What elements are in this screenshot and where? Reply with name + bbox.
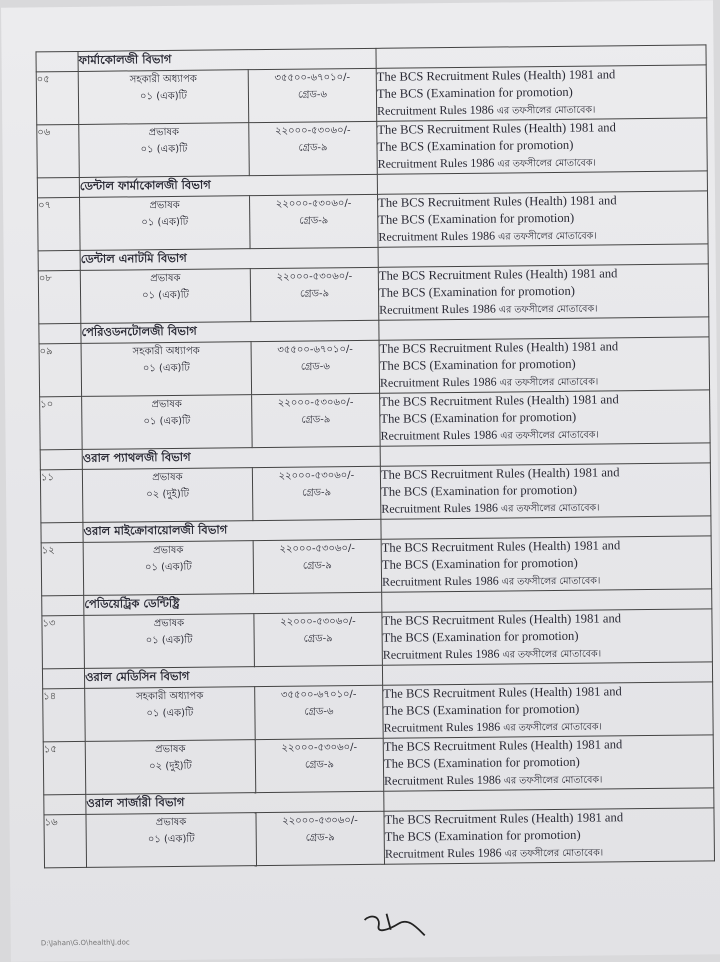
- pay-scale: ২২০০০-৫৩০৬০/-: [278, 470, 355, 482]
- rules-cell: [382, 609, 713, 665]
- rules-cell: [384, 808, 715, 864]
- post-title: সহকারী অধ্যাপক: [132, 345, 200, 358]
- pay-grade: গ্রেড-৯: [299, 288, 330, 300]
- rules-cell: [380, 463, 711, 519]
- post-title: প্রভাষক: [152, 471, 183, 484]
- rule-line-3-bangla: এর তফসীলের মোতাবেক।: [496, 104, 596, 117]
- rule-line-2: The BCS (Examination for promotion): [379, 356, 576, 373]
- pay-scale: ২২০০০-৫৩০৬০/-: [274, 125, 351, 137]
- document-page: [1, 0, 720, 961]
- rule-line-2: The BCS (Examination for promotion): [376, 84, 573, 101]
- pay-scale-cell: [250, 267, 379, 321]
- pay-scale: ৩৫৫০০-৬৭০১০/-: [274, 72, 351, 84]
- section-title: পেরিওডনটোলজী বিভাগ: [81, 320, 379, 343]
- post-cell: [79, 123, 250, 178]
- rule-line-1: The BCS Recruitment Rules (Health) 1981 and: [380, 465, 620, 482]
- pay-grade: গ্রেড-৯: [302, 487, 332, 499]
- serial-number: ০৬: [37, 124, 80, 177]
- post-cell: [83, 541, 254, 596]
- rule-line-3-bangla: এর তফসীলের মোতাবেক।: [503, 721, 602, 734]
- rule-line-3: Recruitment Rules 1986: [377, 155, 495, 171]
- rule-line-1: The BCS Recruitment Rules (Health) 1981 and: [383, 737, 623, 754]
- pay-scale: ২২০০০-৫৩০৬০/-: [276, 271, 353, 283]
- section-sl-cell: [36, 51, 78, 71]
- pay-grade: গ্রেড-৯: [302, 560, 332, 572]
- section-title: ডেন্টাল ফার্মাকোলজী বিভাগ: [79, 174, 377, 197]
- pay-scale: ২২০০০-৫৩০৬০/-: [280, 616, 356, 628]
- rule-line-2: The BCS (Examination for promotion): [382, 628, 579, 645]
- post-title: প্রভাষক: [153, 617, 185, 630]
- pay-grade: গ্রেড-৯: [303, 633, 333, 645]
- rules-cell: [379, 337, 710, 393]
- section-sl-cell: [37, 177, 79, 197]
- table-row: [41, 536, 712, 596]
- rule-line-1: The BCS Recruitment Rules (Health) 1981 and: [378, 266, 618, 283]
- serial-number: ০৯: [39, 343, 82, 396]
- rule-line-2: The BCS (Examination for promotion): [380, 409, 577, 426]
- rule-line-3: Recruitment Rules 1986: [378, 228, 496, 244]
- table-row: [38, 264, 709, 324]
- rule-line-2: The BCS (Examination for promotion): [378, 210, 575, 227]
- section-title: ওরাল প্যাথলজী বিভাগ: [82, 446, 380, 469]
- post-title: প্রভাষক: [151, 398, 182, 411]
- rule-line-3-bangla: এর তফসীলের মোতাবেক।: [503, 774, 603, 787]
- post-cell: [78, 70, 249, 125]
- pay-grade: গ্রেড-৯: [304, 759, 335, 771]
- post-title: সহকারী অধ্যাপক: [129, 73, 197, 86]
- post-cell: [84, 614, 255, 669]
- post-cell: [80, 269, 251, 324]
- pay-scale: ৩৫৫০০-৬৭০১০/-: [280, 689, 357, 701]
- section-sl-cell: [39, 323, 81, 343]
- post-count: ০১ (এক)টি: [146, 707, 194, 720]
- rule-line-3: Recruitment Rules 1986: [381, 573, 499, 589]
- post-title: প্রভাষক: [155, 816, 187, 829]
- rules-cell: [383, 735, 714, 791]
- pay-scale: ২২০০০-৫৩০৬০/-: [279, 543, 356, 555]
- post-cell: [85, 687, 256, 742]
- table-row: [39, 337, 710, 397]
- pay-scale-cell: [250, 194, 379, 248]
- rule-line-3: Recruitment Rules 1986: [383, 719, 501, 735]
- rule-line-1: The BCS Recruitment Rules (Health) 1981 and: [377, 120, 616, 137]
- rule-line-2: The BCS (Examination for promotion): [383, 701, 580, 718]
- pay-grade: গ্রেড-৯: [299, 215, 329, 227]
- serial-number: ০৫: [36, 71, 79, 124]
- rule-line-3: Recruitment Rules 1986: [384, 772, 501, 788]
- rules-cell: [377, 118, 708, 174]
- post-count: ০১ (এক)টি: [142, 362, 190, 375]
- footer-file-path: D:\Jahan\G.O\health\J.doc: [40, 938, 130, 948]
- table-row: [40, 390, 711, 450]
- table-row: [43, 682, 714, 742]
- pay-scale: ২২০০০-৫৩০৬০/-: [277, 397, 354, 409]
- post-count: ০১ (এক)টি: [147, 833, 195, 846]
- pay-scale: ২২০০০-৫৩০৬০/-: [281, 742, 358, 754]
- post-count: ০১ (এক)টি: [140, 143, 188, 156]
- rule-line-3: Recruitment Rules 1986: [382, 646, 500, 662]
- rule-line-3: Recruitment Rules 1986: [380, 427, 498, 443]
- post-count: ০২ (দুই)টি: [149, 760, 192, 773]
- post-title: সহকারী অধ্যাপক: [136, 690, 204, 703]
- post-count: ০১ (এক)টি: [144, 561, 192, 574]
- table-row: [36, 65, 707, 125]
- post-title: প্রভাষক: [155, 743, 186, 756]
- section-title: ওরাল মেডিসিন বিভাগ: [84, 665, 382, 688]
- post-count: ০১ (এক)টি: [145, 634, 193, 647]
- rule-line-2: The BCS (Examination for promotion): [377, 137, 574, 154]
- rule-line-1: The BCS Recruitment Rules (Health) 1981 and: [384, 810, 624, 827]
- pay-scale-cell: [251, 340, 380, 394]
- rule-line-3: Recruitment Rules 1986: [377, 102, 494, 118]
- post-count: ০১ (এক)টি: [139, 90, 187, 103]
- section-sl-cell: [42, 668, 84, 688]
- rule-line-3-bangla: এর তফসীলের মোতাবেক।: [498, 303, 598, 316]
- pay-scale-cell: [255, 685, 384, 739]
- rule-line-1: The BCS Recruitment Rules (Health) 1981 and: [376, 67, 616, 84]
- pay-grade: গ্রেড-৯: [305, 832, 335, 844]
- post-count: ০১ (এক)টি: [142, 289, 190, 302]
- rule-line-3-bangla: এর তফসীলের মোতাবেক।: [497, 157, 596, 170]
- post-cell: [81, 342, 252, 397]
- pay-grade: গ্রেড-৬: [297, 89, 328, 101]
- table-row: [38, 191, 709, 251]
- rule-line-2: The BCS (Examination for promotion): [384, 827, 581, 844]
- rules-cell: [381, 536, 712, 592]
- serial-number: ০৭: [38, 197, 81, 250]
- serial-number: ১৫: [43, 741, 86, 794]
- serial-number: ১৬: [44, 814, 87, 867]
- pay-scale-cell: [254, 612, 383, 666]
- pay-scale-cell: [253, 539, 382, 593]
- rule-line-3: Recruitment Rules 1986: [379, 374, 497, 390]
- rule-line-2: The BCS (Examination for promotion): [381, 555, 578, 572]
- pay-grade: গ্রেড-৬: [300, 361, 330, 373]
- rule-line-3: Recruitment Rules 1986: [381, 500, 499, 516]
- pay-grade: গ্রেড-৯: [301, 414, 331, 426]
- table-row: [42, 609, 713, 669]
- pay-scale-cell: [255, 738, 384, 792]
- post-title: প্রভাষক: [150, 272, 181, 285]
- rules-cell: [383, 682, 714, 738]
- pay-scale: ২২০০০-৫৩০৬০/-: [275, 198, 352, 210]
- section-title: ফার্মাকোলজী বিভাগ: [78, 48, 376, 71]
- rules-cell: [376, 65, 707, 121]
- post-cell: [80, 196, 251, 251]
- rule-line-1: The BCS Recruitment Rules (Health) 1981 and: [379, 339, 619, 356]
- rule-line-1: The BCS Recruitment Rules (Health) 1981 and: [382, 611, 622, 628]
- section-sl-cell: [41, 522, 83, 542]
- section-sl-cell: [38, 250, 80, 270]
- post-cell: [86, 813, 257, 868]
- post-count: ০১ (এক)টি: [141, 216, 189, 229]
- pay-scale-cell: [252, 466, 381, 520]
- section-title: ওরাল মাইক্রোবায়োলজী বিভাগ: [83, 519, 381, 542]
- rule-line-1: The BCS Recruitment Rules (Health) 1981 and: [378, 193, 617, 210]
- serial-number: ১৩: [42, 615, 85, 668]
- rule-line-1: The BCS Recruitment Rules (Health) 1981 and: [383, 684, 622, 701]
- rule-line-3-bangla: এর তফসীলের মোতাবেক।: [498, 230, 597, 243]
- section-sl-cell: [42, 595, 84, 615]
- post-title: প্রভাষক: [152, 544, 184, 557]
- rule-line-3-bangla: এর তফসীলের মোতাবেক।: [501, 575, 601, 588]
- rule-line-3: Recruitment Rules 1986: [379, 301, 496, 317]
- rule-line-2: The BCS (Examination for promotion): [381, 482, 578, 499]
- rule-line-1: The BCS Recruitment Rules (Health) 1981 and: [381, 538, 621, 555]
- rules-cell: [377, 191, 708, 247]
- post-title: প্রভাষক: [149, 199, 180, 212]
- section-sl-cell: [40, 449, 82, 469]
- rule-line-3-bangla: এর তফসীলের মোতাবেক।: [502, 648, 602, 661]
- section-sl-cell: [44, 794, 86, 814]
- rule-line-1: The BCS Recruitment Rules (Health) 1981 and: [380, 392, 619, 409]
- pay-scale-cell: [252, 393, 381, 447]
- post-title: প্রভাষক: [148, 126, 180, 139]
- section-title: ডেন্টাল এনাটমি বিভাগ: [80, 247, 378, 270]
- rule-line-3-bangla: এর তফসীলের মোতাবেক।: [499, 376, 599, 389]
- pay-grade: গ্রেড-৯: [298, 142, 328, 154]
- table-row: [37, 118, 708, 178]
- serial-number: ১২: [41, 542, 84, 595]
- post-cell: [82, 395, 253, 450]
- rule-line-3-bangla: এর তফসীলের মোতাবেক।: [500, 502, 600, 515]
- pay-scale: ৩৫৫০০-৬৭০১০/-: [277, 344, 353, 356]
- pay-scale-cell: [248, 68, 377, 122]
- post-cell: [85, 740, 256, 795]
- serial-number: ১৪: [43, 688, 86, 741]
- posts-table: [35, 44, 715, 868]
- post-count: ০১ (এক)টি: [143, 415, 191, 428]
- serial-number: ১০: [40, 396, 83, 449]
- table-row: [40, 463, 711, 523]
- rules-cell: [378, 264, 709, 320]
- rule-line-3: Recruitment Rules 1986: [384, 845, 502, 861]
- pay-scale-cell: [249, 121, 378, 175]
- rule-line-2: The BCS (Examination for promotion): [383, 754, 580, 771]
- post-cell: [82, 468, 253, 523]
- table-row: [43, 735, 714, 795]
- rule-line-2: The BCS (Examination for promotion): [378, 283, 575, 300]
- serial-number: ০৮: [38, 270, 81, 323]
- signature-mark: [358, 905, 438, 946]
- serial-number: ১১: [40, 469, 83, 522]
- pay-scale-cell: [256, 811, 385, 865]
- rules-cell: [380, 390, 711, 446]
- rule-line-3-bangla: এর তফসীলের মোতাবেক।: [504, 847, 604, 860]
- section-title: ওরাল সার্জারী বিভাগ: [86, 791, 384, 814]
- pay-scale: ২২০০০-৫৩০৬০/-: [282, 815, 358, 827]
- rule-line-3-bangla: এর তফসীলের মোতাবেক।: [500, 429, 599, 442]
- table-row: [44, 808, 715, 868]
- pay-grade: গ্রেড-৬: [304, 706, 334, 718]
- section-title: পেডিয়েট্রিক ডেন্টিষ্ট্রি: [84, 592, 382, 615]
- post-count: ০২ (দুই)টি: [146, 488, 190, 501]
